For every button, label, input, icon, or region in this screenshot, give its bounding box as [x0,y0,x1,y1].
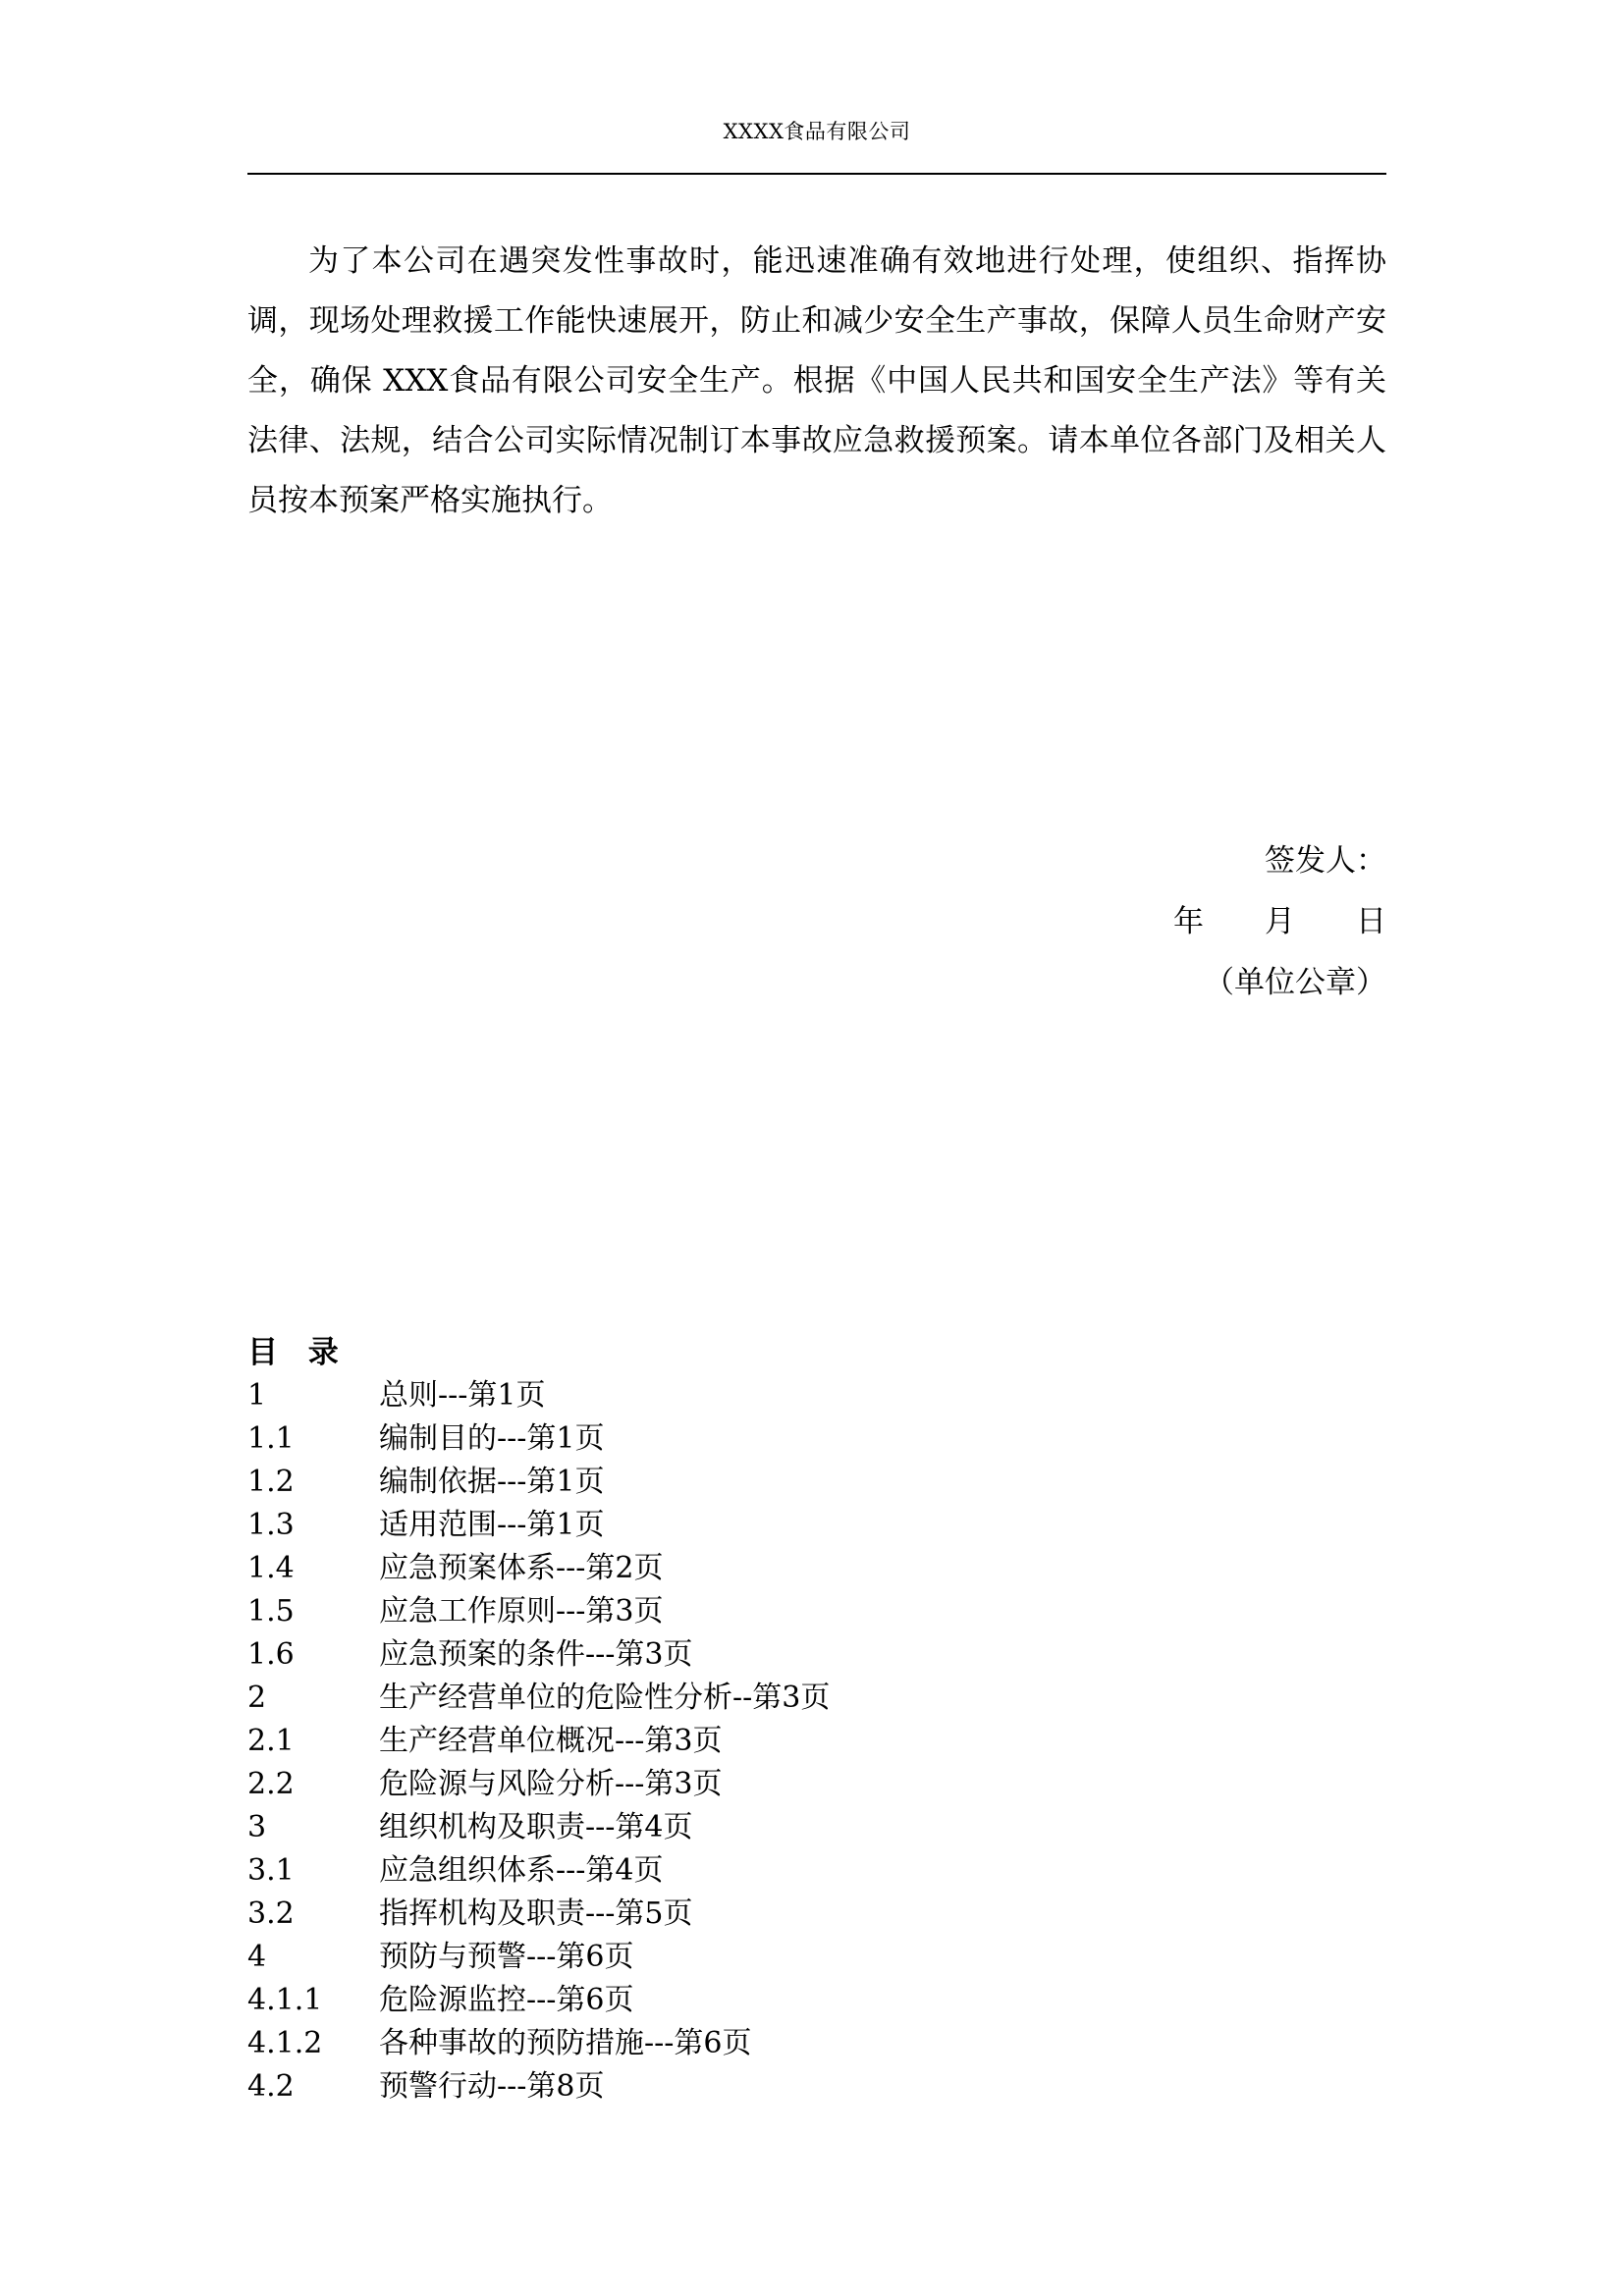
toc-entry-number: 1.5 [247,1594,295,1629]
signature-block [1041,830,1386,1013]
table-of-contents [247,1331,1386,2109]
toc-entry-number: 1.3 [247,1508,295,1542]
toc-entry-title: 预警行动---第8页 [379,2069,605,2104]
toc-entry-title: 编制目的---第1页 [379,1421,605,1456]
page-header-company: XXXX食品有限公司 [723,120,911,143]
toc-entry-number: 2.1 [247,1724,295,1758]
toc-entry-title: 危险源监控---第6页 [379,1983,634,2017]
toc-entry[interactable] [247,1461,1386,1504]
toc-entry[interactable] [247,1849,1386,1893]
toc-entry-title: 总则---第1页 [379,1378,546,1413]
toc-entry-title: 生产经营单位的危险性分析--第3页 [379,1681,831,1715]
toc-entry-number: 3.2 [247,1896,295,1931]
toc-entry-number: 1.1 [247,1421,295,1456]
toc-entry-title: 组织机构及职责---第4页 [379,1810,693,1844]
toc-list [247,1374,1386,2109]
toc-entry-title: 编制依据---第1页 [379,1465,605,1499]
toc-entry-number: 2 [247,1681,267,1715]
toc-entry-title: 预防与预警---第6页 [379,1940,634,1974]
toc-entry-number: 4.1.2 [247,2026,323,2060]
toc-entry[interactable] [247,2065,1386,2109]
toc-entry-number: 1.6 [247,1637,295,1672]
toc-entry-title: 各种事故的预防措施---第6页 [379,2026,752,2060]
toc-entry-number: 3 [247,1810,267,1844]
toc-entry-title: 应急组织体系---第4页 [379,1853,664,1888]
signer-label: 签发人： [1265,843,1386,879]
toc-entry-number: 4 [247,1940,267,1974]
toc-entry[interactable] [247,1374,1386,1417]
toc-entry-title: 危险源与风险分析---第3页 [379,1767,723,1801]
seal-label: （单位公章） [1204,965,1386,1000]
toc-entry-title: 应急预案的条件---第3页 [379,1637,693,1672]
toc-entry-title: 适用范围---第1页 [379,1508,605,1542]
toc-entry[interactable] [247,1590,1386,1633]
toc-entry[interactable] [247,1720,1386,1763]
toc-entry-number: 1 [247,1378,267,1413]
toc-entry-number: 3.1 [247,1853,295,1888]
toc-entry-title: 应急工作原则---第3页 [379,1594,664,1629]
toc-entry[interactable] [247,1547,1386,1590]
toc-title: 目 录 [247,1335,349,1370]
toc-entry-number: 2.2 [247,1767,295,1801]
toc-entry[interactable] [247,1633,1386,1677]
toc-entry[interactable] [247,1979,1386,2022]
intro-paragraph: 为了本公司在遇突发性事故时，能迅速准确有效地进行处理，使组织、指挥协调，现场处理救援工作能快速展开，防止和减少安全生产事故，保障人员生命财产安全，确保 XXX食品有限公司安全生产。根据《中国人民共和国安全生产法》等有关法律、法规，结合公司实际情况制订本事故应急救援预案。请本单位各部门及相关人员按本预案严格实施执行。 [247,243,1386,518]
toc-entry-title: 指挥机构及职责---第5页 [379,1896,693,1931]
toc-entry[interactable] [247,1893,1386,1936]
toc-entry[interactable] [247,1677,1386,1720]
toc-entry[interactable] [247,2022,1386,2065]
toc-entry-number: 4.2 [247,2069,295,2104]
toc-entry-number: 4.1.1 [247,1983,323,2017]
toc-entry-number: 1.2 [247,1465,295,1499]
toc-entry-title: 应急预案体系---第2页 [379,1551,664,1585]
toc-entry[interactable] [247,1936,1386,1979]
toc-entry-title: 生产经营单位概况---第3页 [379,1724,723,1758]
header-divider [247,173,1386,175]
toc-entry[interactable] [247,1417,1386,1461]
toc-entry-number: 1.4 [247,1551,295,1585]
toc-entry[interactable] [247,1504,1386,1547]
toc-entry[interactable] [247,1763,1386,1806]
toc-entry[interactable] [247,1806,1386,1849]
date-label: 年 月 日 [1173,904,1386,939]
